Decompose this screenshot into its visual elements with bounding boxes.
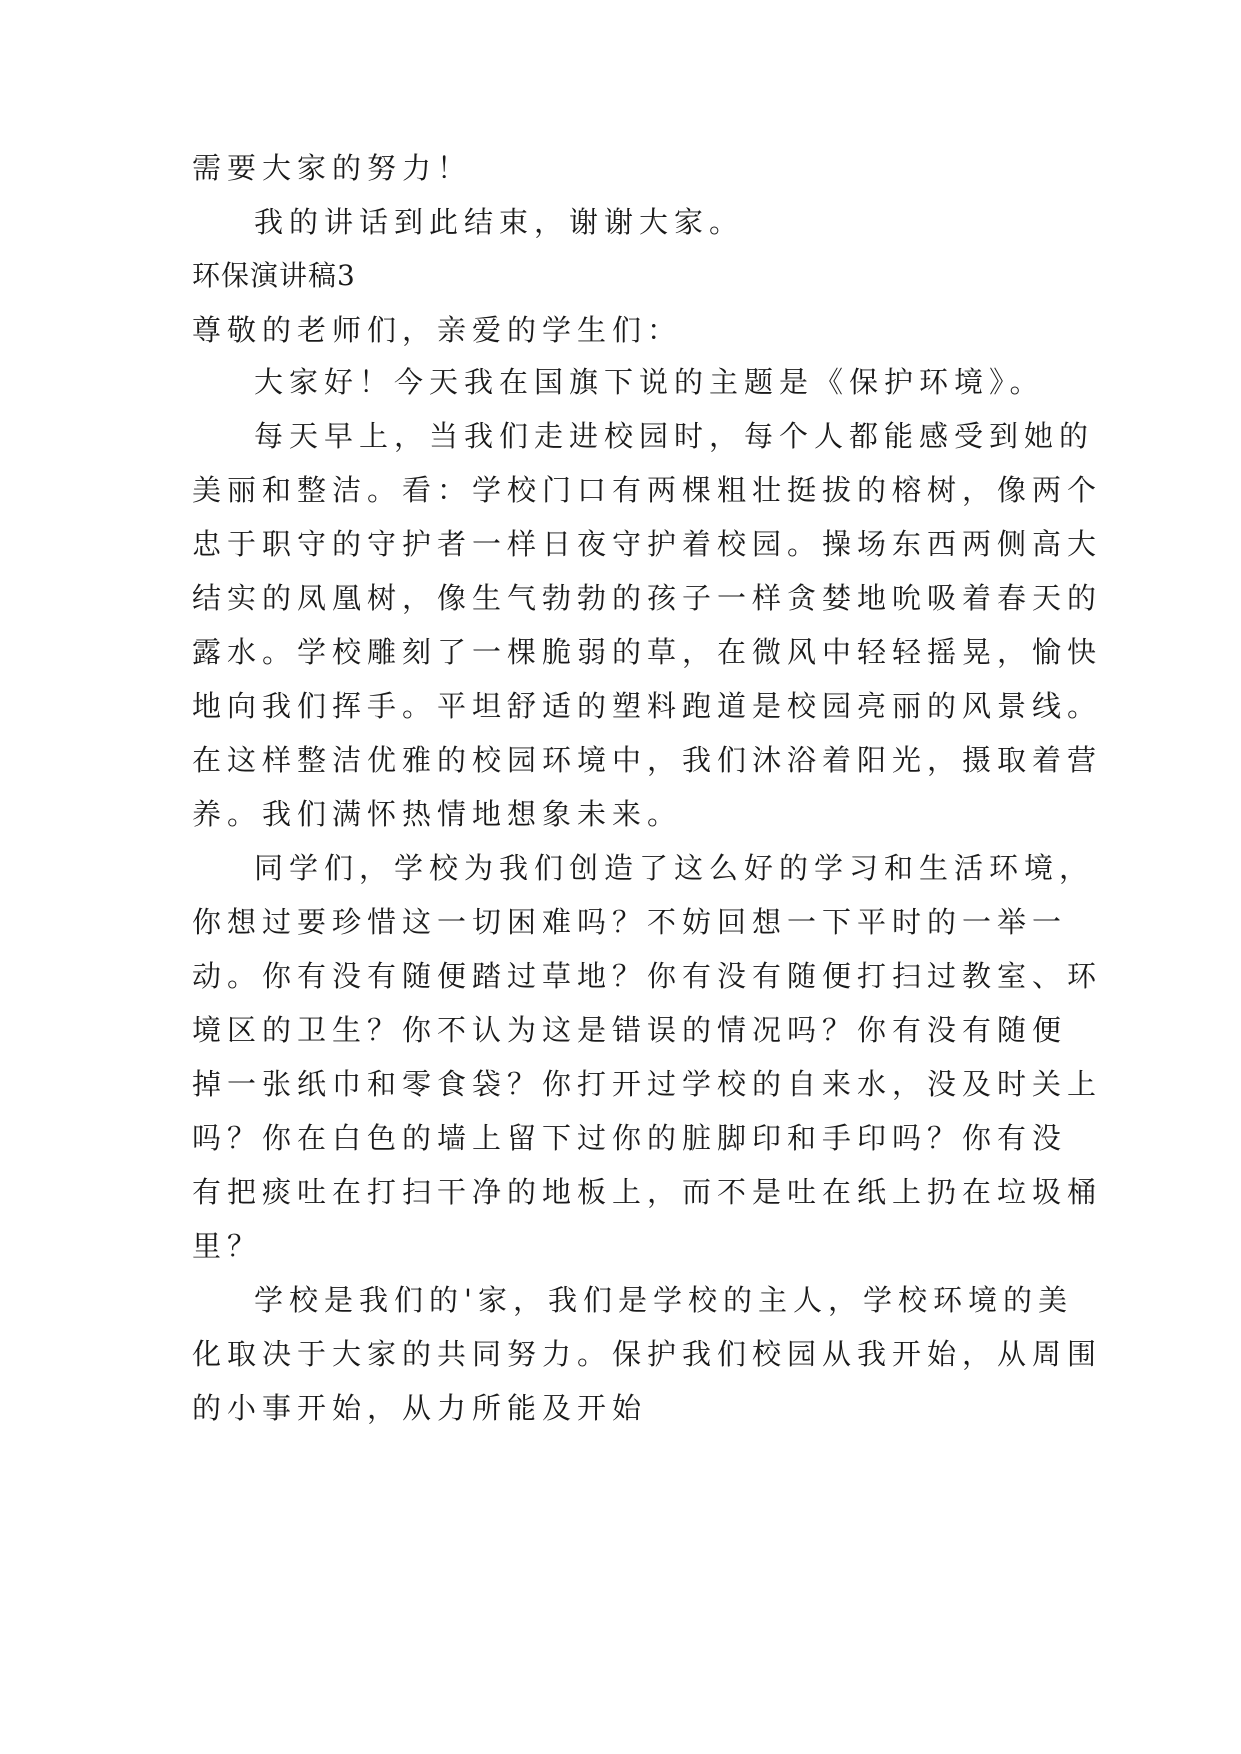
paragraph-line: 结实的凤凰树，像生气勃勃的孩子一样贪婪地吮吸着春天的 xyxy=(192,581,1103,615)
paragraph-line: 露水。学校雕刻了一棵脆弱的草，在微风中轻轻摇晃，愉快 xyxy=(192,635,1103,669)
paragraph-line: 地向我们挥手。平坦舒适的塑料跑道是校园亮丽的风景线。 xyxy=(192,689,1103,723)
paragraph-line: 忠于职守的守护者一样日夜守护着校园。操场东西两侧高大 xyxy=(192,527,1103,561)
paragraph-line: 每天早上，当我们走进校园时，每个人都能感受到她的 xyxy=(254,419,1095,453)
paragraph-line: 动。你有没有随便踏过草地？你有没有随便打扫过教室、环 xyxy=(192,959,1103,993)
paragraph-line: 美丽和整洁。看：学校门口有两棵粗壮挺拔的榕树，像两个 xyxy=(192,473,1103,507)
paragraph-line: 境区的卫生？你不认为这是错误的情况吗？你有没有随便 xyxy=(192,1013,1068,1047)
paragraph-line: 学校是我们的'家，我们是学校的主人，学校环境的美 xyxy=(254,1283,1073,1317)
paragraph-line: 需要大家的努力！ xyxy=(192,151,473,185)
paragraph-line: 养。我们满怀热情地想象未来。 xyxy=(192,797,683,831)
paragraph-line: 里？ xyxy=(192,1229,263,1263)
greeting-line: 大家好！今天我在国旗下说的主题是《保护环境》。 xyxy=(254,365,1045,399)
paragraph-line: 同学们，学校为我们创造了这么好的学习和生活环境， xyxy=(254,851,1095,885)
section-heading: 环保演讲稿3 xyxy=(192,259,356,292)
salutation: 尊敬的老师们，亲爱的学生们： xyxy=(192,313,683,347)
paragraph-line: 有把痰吐在打扫干净的地板上，而不是吐在纸上扔在垃圾桶 xyxy=(192,1175,1103,1209)
paragraph-line: 在这样整洁优雅的校园环境中，我们沐浴着阳光，摄取着营 xyxy=(192,743,1103,777)
paragraph-line: 你想过要珍惜这一切困难吗？不妨回想一下平时的一举一 xyxy=(192,905,1068,939)
paragraph-line: 掉一张纸巾和零食袋？你打开过学校的自来水，没及时关上 xyxy=(192,1067,1103,1101)
paragraph-line: 吗？你在白色的墙上留下过你的脏脚印和手印吗？你有没 xyxy=(192,1121,1068,1155)
closing-remark: 我的讲话到此结束，谢谢大家。 xyxy=(254,205,745,239)
paragraph-line: 的小事开始，从力所能及开始 xyxy=(192,1391,648,1425)
paragraph-line: 化取决于大家的共同努力。保护我们校园从我开始，从周围 xyxy=(192,1337,1103,1371)
